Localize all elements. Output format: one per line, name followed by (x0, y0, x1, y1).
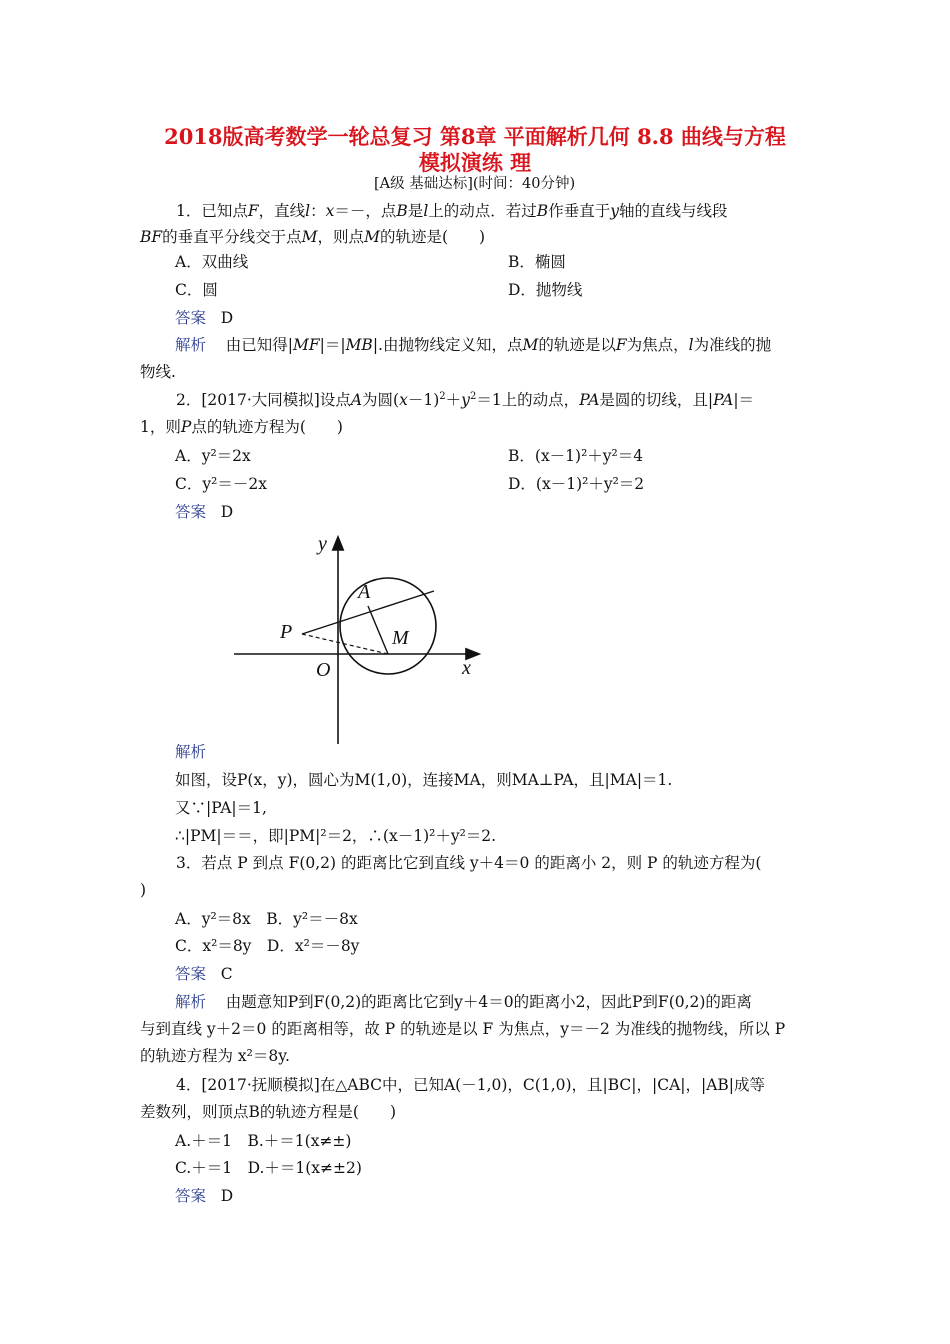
q2-stem-line1: 2．[2017·大同模拟]设点A为圆$(x-1)^2+y^2=1$上的动点，PA是圆的切线，且|PA|＝ (176, 391, 755, 409)
q2-stem-line2: 1，则P点的轨迹方程为( ) (140, 418, 343, 436)
analysis-label: 解析 (175, 336, 207, 354)
document-title-line2: 模拟演练 理 (418, 150, 532, 175)
section-header: [A级 基础达标](时间：40分钟) (374, 176, 576, 192)
q2-option-c: C．y²＝－2x (175, 475, 267, 493)
document-title-line1: 2018版高考数学一轮总复习 第8章 平面解析几何 8.8 曲线与方程 (164, 124, 786, 149)
label-a: A (358, 581, 371, 603)
q4-stem-line1: 4．[2017·抚顺模拟]在△ABC中，已知A(－1,0)，C(1,0)，且|BC|，|CA|，|AB|成等 (176, 1076, 766, 1094)
label-y: y (318, 533, 327, 555)
q2-option-d: D．(x－1)²＋y²＝2 (508, 475, 645, 493)
q3-options-line2: C．x²＝8y D．x²＝－8y (175, 937, 360, 955)
q2-analysis-line3: ∴|PM|＝＝，即|PM|²＝2，∴(x－1)²＋y²＝2. (175, 827, 497, 845)
dashed-pm (302, 634, 388, 654)
label-p: P (280, 621, 293, 643)
q1-analysis-line2: 物线. (140, 363, 176, 381)
circle-m (340, 578, 436, 674)
q1-option-b: B．椭圆 (508, 253, 566, 271)
q1-option-a: A．双曲线 (175, 253, 249, 271)
q4-answer: 答案 D (175, 1187, 234, 1205)
q2-answer: 答案 D (175, 503, 234, 521)
q1-stem-line2: BF的垂直平分线交于点M，则点M的轨迹是( ) (140, 228, 486, 246)
q3-stem-line1: 3．若点 P 到点 F(0,2) 的距离比它到直线 y＋4＝0 的距离小 2，则 P 的轨迹方程为( (176, 854, 762, 872)
q1-option-c: C．圆 (175, 281, 218, 299)
q4-options-line1: A.＋＝1 B.＋＝1(x≠±) (175, 1132, 352, 1150)
label-x: x (462, 657, 471, 679)
q3-answer: 答案 C (175, 965, 233, 983)
q2-option-b: B．(x－1)²＋y²＝4 (508, 447, 644, 465)
q4-stem-line2: 差数列，则顶点B的轨迹方程是( ) (140, 1103, 396, 1121)
q3-options-line1: A．y²＝8x B．y²＝－8x (175, 910, 358, 928)
label-m: M (392, 627, 409, 649)
q3-analysis-line2: 与到直线 y＋2＝0 的距离相等，故 P 的轨迹是以 F 为焦点，y＝－2 为准线的抛物线，所以 P (140, 1020, 786, 1038)
q1-answer: 答案 D (175, 309, 234, 327)
q4-options-line2: C.＋＝1 D.＋＝1(x≠±2) (175, 1159, 362, 1177)
q1-analysis-line1: 解析 由已知得|MF|＝|MB|.由抛物线定义知，点M的轨迹是以F为焦点，l为准线的抛 (175, 336, 772, 354)
q2-analysis-line1: 如图，设P(x，y)，圆心为M(1,0)，连接MA，则MA⊥PA，且|MA|＝1. (175, 771, 673, 789)
q2-figure (222, 528, 490, 750)
label-o: O (316, 659, 331, 681)
q3-stem-line2: ) (140, 881, 147, 899)
q2-option-a: A．y²＝2x (175, 447, 251, 465)
radius-ma (368, 606, 388, 654)
q2-analysis-line2: 又∵|PA|＝1, (175, 799, 267, 817)
q3-analysis-line3: 的轨迹方程为 x²＝8y. (140, 1047, 290, 1065)
q1-option-d: D．抛物线 (508, 281, 583, 299)
q3-analysis-line1: 解析 由题意知P到F(0,2)的距离比它到y＋4＝0的距离小2，因此P到F(0,2)的距离 (175, 993, 752, 1011)
q2-analysis-label: 解析 (175, 743, 207, 761)
answer-label: 答案 (175, 309, 207, 327)
q1-stem-line1: 1．已知点F，直线l：x＝－，点B是l上的动点．若过B作垂直于y轴的直线与线段 (176, 202, 728, 220)
